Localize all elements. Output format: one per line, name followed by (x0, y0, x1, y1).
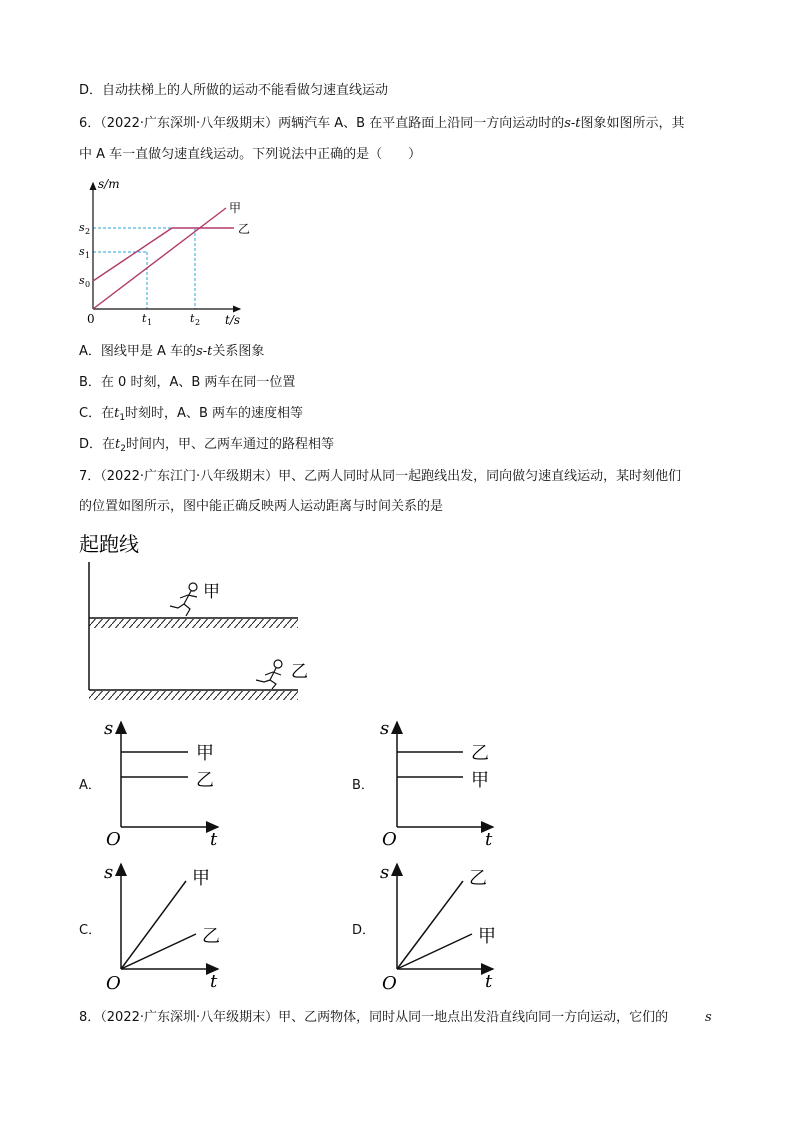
q7-graph-b-y-label: s (380, 718, 390, 739)
q6-option-d-post: 时间内，甲、乙两车通过的路程相等 (125, 437, 334, 452)
q7-graph-d-line-upper (397, 881, 463, 969)
q6-option-b: B．在 0 时刻，A、B 两车在同一位置 (79, 375, 296, 390)
q6-stem-line2: 中 A 车一直做匀速直线运动。下列说法中正确的是（ ） (79, 147, 422, 162)
q6-ytick-s2: s (79, 221, 85, 234)
q6-option-c-pre: C．在 (79, 406, 115, 421)
q6-option-c (79, 404, 303, 428)
q6-stem-line1 (79, 114, 685, 134)
q7-graph-d-upper-label: 乙 (469, 868, 487, 889)
q6-option-a-pre: A．图线甲是 A 车的 (79, 344, 197, 359)
q5-option-d: D．自动扶梯上的人所做的运动不能看做匀速直线运动 (79, 83, 389, 98)
q7-graph-d-y-label: s (380, 862, 390, 883)
q6-line-yi (93, 228, 234, 281)
q8-stem-line1 (79, 1008, 712, 1028)
q7-graph-d-lower-label: 甲 (478, 926, 496, 947)
q6-option-c-sub: 1 (119, 413, 126, 423)
q6-option-a-post: 关系图象 (212, 344, 265, 359)
q7-graph-c (104, 862, 220, 994)
q6-origin: 0 (87, 312, 95, 326)
q7-graph-c-upper-label: 甲 (192, 868, 210, 889)
q7-graph-c-line-lower (121, 934, 196, 969)
q7-graph-b-x-label: t (485, 829, 493, 850)
q6-ytick-s0-sub: 0 (85, 280, 91, 289)
q6-stem-st: s-t (564, 116, 581, 131)
q6-ytick-s1-sub: 1 (85, 251, 91, 260)
q6-line-jia (93, 208, 226, 309)
q7-scene-title: 起跑线 (79, 532, 139, 556)
q6-stem-tail: 图象如图所示，其 (580, 116, 685, 131)
q6-label-jia: 甲 (229, 201, 242, 215)
q6-xtick-t2-sub: 2 (195, 318, 201, 327)
q8-stem-tail: s (705, 1010, 712, 1025)
q7-runner-yi-label: 乙 (291, 662, 308, 682)
q6-option-d (79, 435, 334, 459)
q6-xtick-t2: t (190, 312, 195, 325)
q6-ytick-s0: s (79, 274, 85, 287)
q7-option-b-label: B． (352, 778, 374, 793)
q7-option-c-label: C． (79, 923, 102, 938)
q7-stem-line2: 的位置如图所示，图中能正确反映两人运动距离与时间关系的是 (79, 499, 444, 514)
q7-graph-a-x-label: t (210, 829, 218, 850)
q7-runner-jia-label: 甲 (203, 582, 220, 602)
q7-graph-c-x-label: t (210, 971, 218, 992)
q7-graph-b-lower-label: 甲 (471, 770, 489, 791)
q6-xtick-t1-sub: 1 (147, 318, 153, 327)
q6-option-c-t: t (114, 406, 120, 421)
q7-graph-a-y-label: s (104, 718, 114, 739)
q6-option-d-pre: D．在 (79, 437, 116, 452)
q6-ytick-s1: s (79, 245, 85, 258)
q6-ytick-s2-sub: 2 (85, 227, 91, 236)
q6-y-axis-label: s/m (98, 177, 120, 191)
q7-track-top-hatch (89, 619, 298, 628)
q7-graph-c-lower-label: 乙 (202, 926, 220, 947)
q6-option-d-sub: 2 (120, 444, 126, 454)
q7-graph-c-line-upper (121, 881, 186, 969)
q7-graph-a-upper-label: 甲 (196, 743, 214, 764)
q7-option-d-label: D． (352, 923, 376, 938)
q6-x-axis-label: t/s (225, 313, 241, 327)
q6-option-d-t: t (115, 437, 121, 452)
q7-graph-b-upper-label: 乙 (471, 743, 489, 764)
q7-option-a-label: A． (79, 778, 101, 793)
q6-guide-lines (93, 228, 195, 309)
q7-graph-d-x-label: t (485, 971, 493, 992)
q6-option-a-st: s-t (196, 344, 213, 359)
q7-graph-d-line-lower (397, 934, 472, 969)
q7-graph-c-origin: O (106, 973, 121, 994)
q6-xtick-t1: t (142, 312, 147, 325)
q7-graph-a-origin: O (106, 829, 121, 850)
q7-graph-b-origin: O (382, 829, 397, 850)
q6-option-a (79, 342, 264, 362)
q7-graph-d-origin: O (382, 973, 397, 994)
q7-graph-d (380, 862, 496, 994)
q7-graph-b (380, 718, 493, 850)
q7-track-bottom-hatch (89, 691, 298, 700)
q7-stem-line1: 7．（2022·广东江门·八年级期末）甲、乙两人同时从同一起跑线出发，同向做匀速直线运动，某时刻他们 (79, 469, 682, 484)
q7-graph-a (104, 718, 218, 850)
q6-option-c-post: 时刻时，A、B 两车的速度相等 (125, 406, 303, 421)
q7-runner-jia-icon (170, 583, 197, 616)
q7-graph-c-y-label: s (104, 862, 114, 883)
q7-graph-a-lower-label: 乙 (196, 770, 214, 791)
q7-runner-yi-icon (256, 660, 282, 689)
q6-stem-text: 6．（2022·广东深圳·八年级期末）两辆汽车 A、B 在平直路面上沿同一方向运动时的 (79, 116, 565, 131)
q6-label-yi: 乙 (238, 222, 251, 236)
q8-stem-text: 8．（2022·广东深圳·八年级期末）甲、乙两物体，同时从同一地点出发沿直线向同一方向运动，它们的 (79, 1010, 669, 1025)
